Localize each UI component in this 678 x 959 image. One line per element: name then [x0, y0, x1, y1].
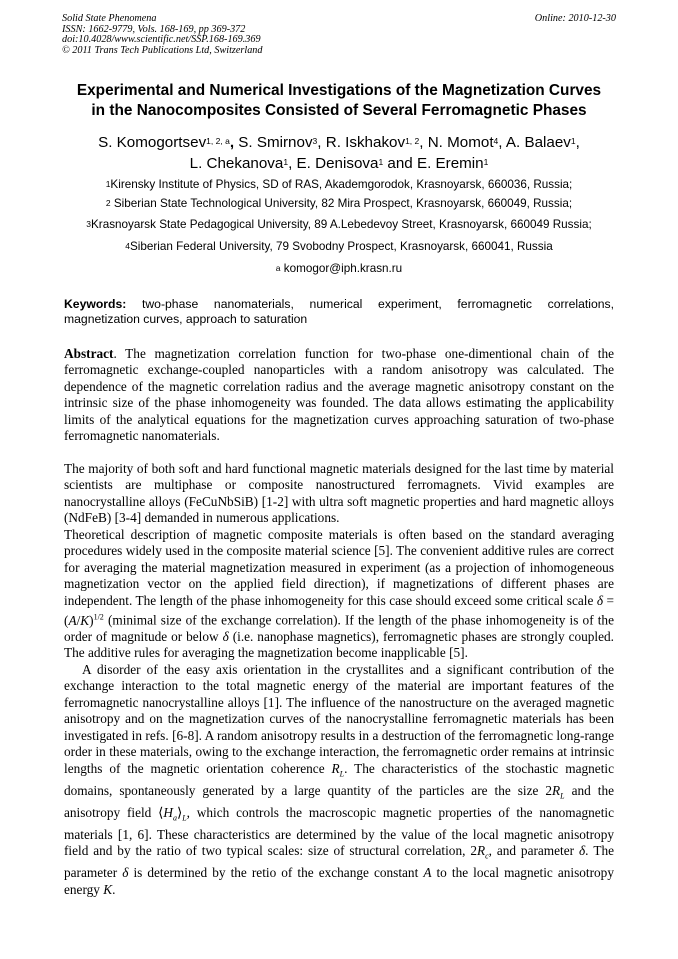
affiliation-text: Siberian Federal University, 79 Svobodny Prospect, Krasnoyarsk, 660041, Russia — [130, 240, 553, 253]
symbol-delta: δ — [578, 843, 586, 859]
keywords — [64, 297, 614, 326]
paragraph-text: . The characteristics of the stochastic magnetic domains, spontaneously generated by a large quantity of the particles are the size — [64, 760, 614, 798]
author-sup: 3 — [312, 136, 318, 146]
author-name: S. Komogortsev — [98, 134, 207, 151]
paragraph-text: (i.e. nanophase magnetics), ferromagnetic phases are strongly coupled. The additive rules for averaging the magnetization become inapplicable [5]. — [64, 628, 615, 661]
author-name: A. Balaev — [505, 134, 571, 151]
abstract-text: . The magnetization correlation function for two-phase one-dimentional chain of the ferromagnetic exchange-coupled nanoparticles with a random anisotropy was calculated. The dependence of the magnetic correlation radius and the average magnetic anisotropy constant on the intrinsic size of the phase inhomogeneity was founded. The data allows estimating the applicability limits of the analytical equations for the magnetization curves approaching saturation of two-phase ferromagnetic nanomaterials. — [64, 346, 614, 444]
affiliation-email — [20, 262, 658, 276]
paragraph-text: . The parameter — [64, 843, 614, 881]
keywords-label: Keywords: — [64, 297, 127, 311]
title-line-2: in the Nanocomposites Consisted of Several Ferromagnetic Phases — [91, 102, 587, 119]
author-list: S. Komogortsev$^{1, 2, a}$, S. Smirnov$^3$, R. Iskhakov$^{1, 2}$, N. Momot$^4$, A. Balaev$^1$, L. Chekanova$^1$, E. Denisova$^1$ and E. Eremin$^1$ — [98, 134, 580, 172]
author-name: N. Momot — [427, 134, 494, 151]
author-name: L. Chekanova — [189, 155, 284, 172]
affiliation-sup: a — [275, 263, 281, 273]
symbol-2rc: $2R_c$ — [470, 843, 489, 862]
author-sup: 4 — [493, 136, 499, 146]
affiliation-sup: 4 — [125, 241, 131, 251]
author-sup: 1 — [283, 157, 289, 167]
online-date: Online: 2010-12-30 — [534, 13, 616, 24]
symbol-2rl: $2R_L$ — [545, 782, 565, 801]
abstract-label: Abstract — [64, 346, 114, 361]
paragraph-2 — [64, 527, 614, 662]
symbol-ha: $⟨H_a⟩_L$ — [158, 804, 187, 823]
paragraph-text: and the anisotropy field — [64, 782, 614, 820]
affiliation-3 — [20, 218, 658, 232]
affiliation-text: Siberian State Technological University, 82 Mira Prospect, Krasnoyarsk, 660049, Russia; — [110, 197, 573, 210]
affiliation-1 — [20, 178, 658, 192]
keywords-text: two-phase nanomaterials, numerical experiment, ferromagnetic correlations, magnetization curves, approach to saturation — [64, 297, 614, 326]
journal-issn: ISSN: 1662-9779, Vols. 168-169, pp 369-372 — [62, 23, 246, 35]
journal-doi: doi:10.4028/www.scientific.net/SSP.168-169.369 — [62, 34, 261, 46]
symbol-delta: δ — [122, 865, 129, 881]
symbol-delta: δ — [222, 628, 229, 644]
author-name: R. Iskhakov — [325, 134, 406, 151]
affiliation-4 — [20, 240, 658, 254]
equation-delta: $\delta = (A/K)^{1/2}$ — [64, 592, 614, 628]
email-link[interactable]: komogor@iph.krasn.ru — [280, 262, 403, 275]
abstract — [64, 346, 614, 445]
paragraph-text: Theoretical description of magnetic composite materials is often based on the standard averaging procedures widely used in the composite material science [5]. The convenient additive rules are correct for averaging the material magnetization measured in experiment (as a projection of inhomogeneous magnetization vector on the applied field direction), if magnetizations of different phases are independent. The length of the phase inhomogeneity for this case should exceed some critical scale — [64, 526, 614, 608]
paragraph-1: The majority of both soft and hard functional magnetic materials designed for the last time by material scientists are multiphase or composite nanostructured ferromagnets. Vivid examples are nanocrystalline alloys (FeCuNbSiB) [1-2] with ultra soft magnetic properties and hard magnetic alloys (NdFeB) [3-4] demanded in numerous applications. — [64, 461, 614, 526]
affiliation-2 — [20, 197, 658, 211]
journal-name: Solid State Phenomena — [62, 13, 157, 24]
author-name: E. Eremin — [416, 155, 484, 172]
author-sup: 1 — [378, 157, 384, 167]
author-sup: 1 — [570, 136, 576, 146]
paper-title — [40, 81, 638, 121]
paragraph-text: is determined by the retio of the exchange constant — [128, 865, 424, 881]
journal-copyright: © 2011 Trans Tech Publications Ltd, Switzerland — [62, 44, 263, 56]
paragraph-text: to the local magnetic anisotropy energy — [64, 865, 614, 897]
author-sup: 1 — [483, 157, 489, 167]
introduction — [64, 461, 614, 898]
paragraph-text: (minimal size of the exchange correlation). If the length of the phase inhomogeneity is of the order of magnitude or below — [64, 612, 614, 644]
affiliation-sup: 2 — [105, 198, 111, 208]
symbol-k: K — [103, 881, 113, 897]
affiliation-sup: 3 — [86, 219, 92, 229]
symbol-rl: $R_L$ — [331, 760, 345, 779]
affiliation-text: Kirensky Institute of Physics, SD of RAS, Akademgorodok, Krasnoyarsk, 660036, Russia; — [110, 178, 573, 191]
author-sup: 1, 2 — [405, 136, 420, 146]
affiliation-text: Krasnoyarsk State Pedagogical University, 89 A.Lebedevoy Street, Krasnoyarsk, 660049 Russia; — [91, 218, 592, 231]
paragraph-text: , and parameter — [488, 843, 579, 859]
paragraph-text: . — [112, 881, 116, 897]
paragraph-text: A disorder of the easy axis orientation in the crystallites and a significant contribution of the exchange interaction to the total magnetic energy of the material are important features of the ferromagnetic nanocrystalline alloys [1]. The influence of the nanostructure on the averaged magnetic anisotropy and on the magnetization curves of the nanocrystalline ferromagnetic materials has been investigated in refs. [6-8]. A random anisotropy results in a destruction of the ferromagnetic long-range order in these materials, owing to the exchange interaction, the ferromagnetic order remains at intrinsic lengths of the magnetic orientation coherence — [64, 661, 614, 776]
author-sup: 1, 2, a — [206, 136, 230, 146]
author-name: S. Smirnov — [238, 134, 313, 151]
paragraph-3 — [64, 662, 614, 899]
author-name: E. Denisova — [296, 155, 379, 172]
symbol-a: A — [423, 865, 432, 881]
affiliation-sup: 1 — [105, 179, 111, 189]
title-line-1: Experimental and Numerical Investigations of the Magnetization Curves — [76, 82, 602, 99]
journal-header — [62, 14, 616, 56]
paragraph-text: , which controls the macroscopic magnetic properties of the nanomagnetic materials [1, 6]. These characteristics are determined by the value of the local magnetic anisotropy field and by the ratio of two typical scales: size of structural correlation, — [64, 804, 614, 859]
